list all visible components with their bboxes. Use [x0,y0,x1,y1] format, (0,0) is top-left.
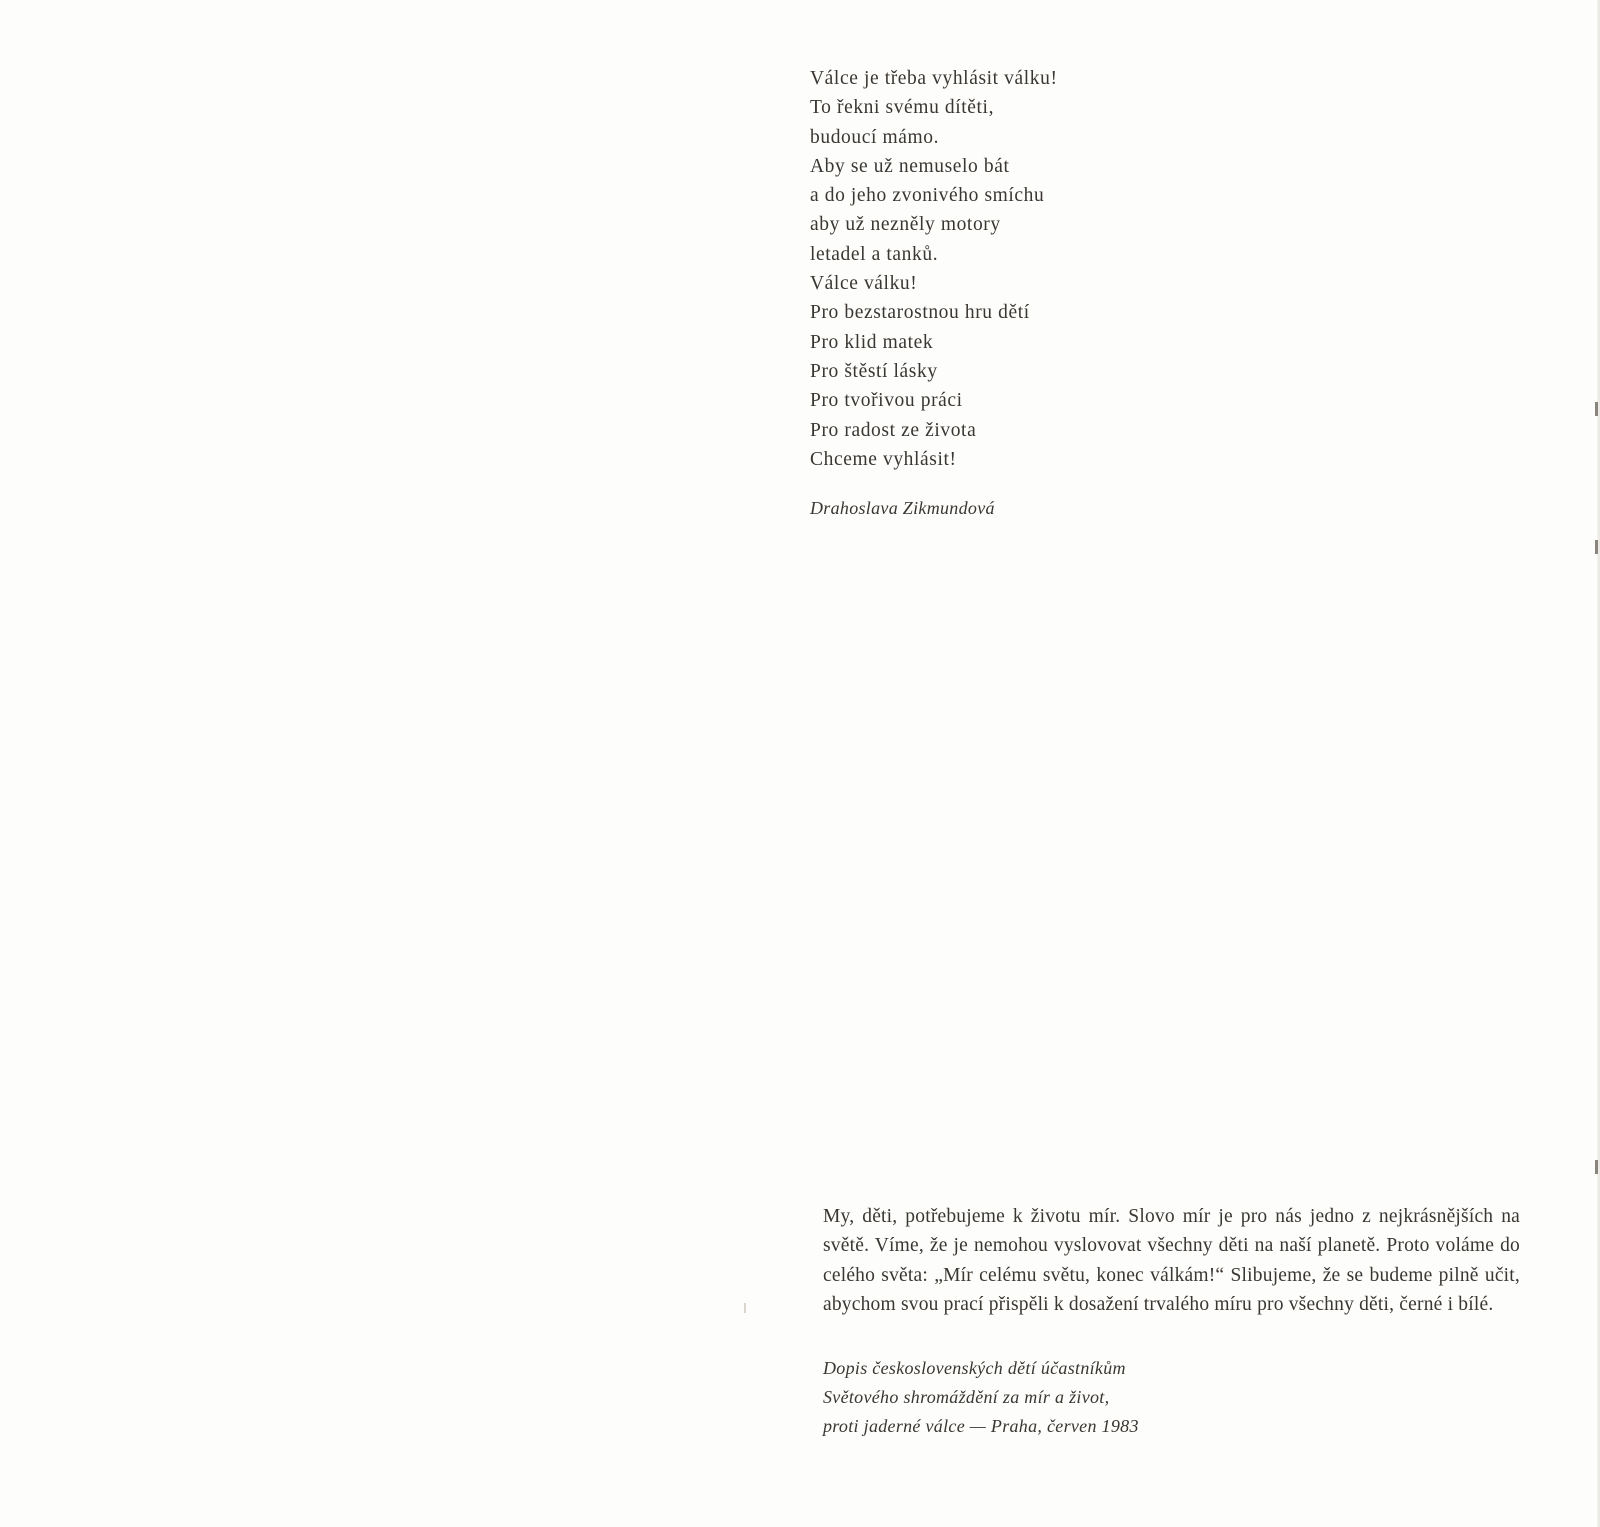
page-edge-mark [1595,402,1598,416]
poem-author: Drahoslava Zikmundová [810,498,995,519]
page-edge-mark [1595,540,1598,554]
paper-speck [744,1303,746,1313]
poem-line: Pro tvořivou práci [810,390,963,412]
letter-excerpt [823,1202,1520,1441]
poem-line: budoucí mámo. [810,126,940,148]
poem-line: Pro radost ze života [810,419,977,441]
poem-line: Pro štěstí lásky [810,360,938,382]
poem-line: To řekni svému dítěti, [810,97,995,119]
page-edge-mark [1595,1160,1598,1174]
poem-line: Aby se už nemuselo bát [810,155,1010,177]
source-line: proti jaderné válce — Praha, červen 1983 [823,1416,1139,1437]
poem-line: Pro bezstarostnou hru dětí [810,302,1030,324]
poem [810,64,1230,519]
poem-line: letadel a tanků. [810,243,939,265]
poem-line: a do jeho zvonivého smíchu [810,185,1045,207]
poem-line: Válce válku! [810,273,918,295]
letter-body: My, děti, potřebujeme k životu mír. Slovo mír je pro nás jedno z nejkrásnějších na světě. Víme, že je nemohou vyslovovat všechny děti na naší planetě. Proto voláme do celého světa: „Mír celému světu, konec válkám!“ Slibujeme, že se budeme pilně učit, abychom svou prací přispěli k dosažení trvalého míru pro všechny děti, černé i bílé. [823,1206,1520,1315]
source-line: Světového shromáždění za mír a život, [823,1387,1110,1408]
poem-line: aby už nezněly motory [810,214,1001,236]
source-line: Dopis československých dětí účastníkům [823,1358,1126,1379]
poem-line: Chceme vyhlásit! [810,448,957,470]
letter-source [823,1354,1520,1441]
poem-line: Válce je třeba vyhlásit válku! [810,68,1058,89]
poem-line: Pro klid matek [810,331,934,353]
